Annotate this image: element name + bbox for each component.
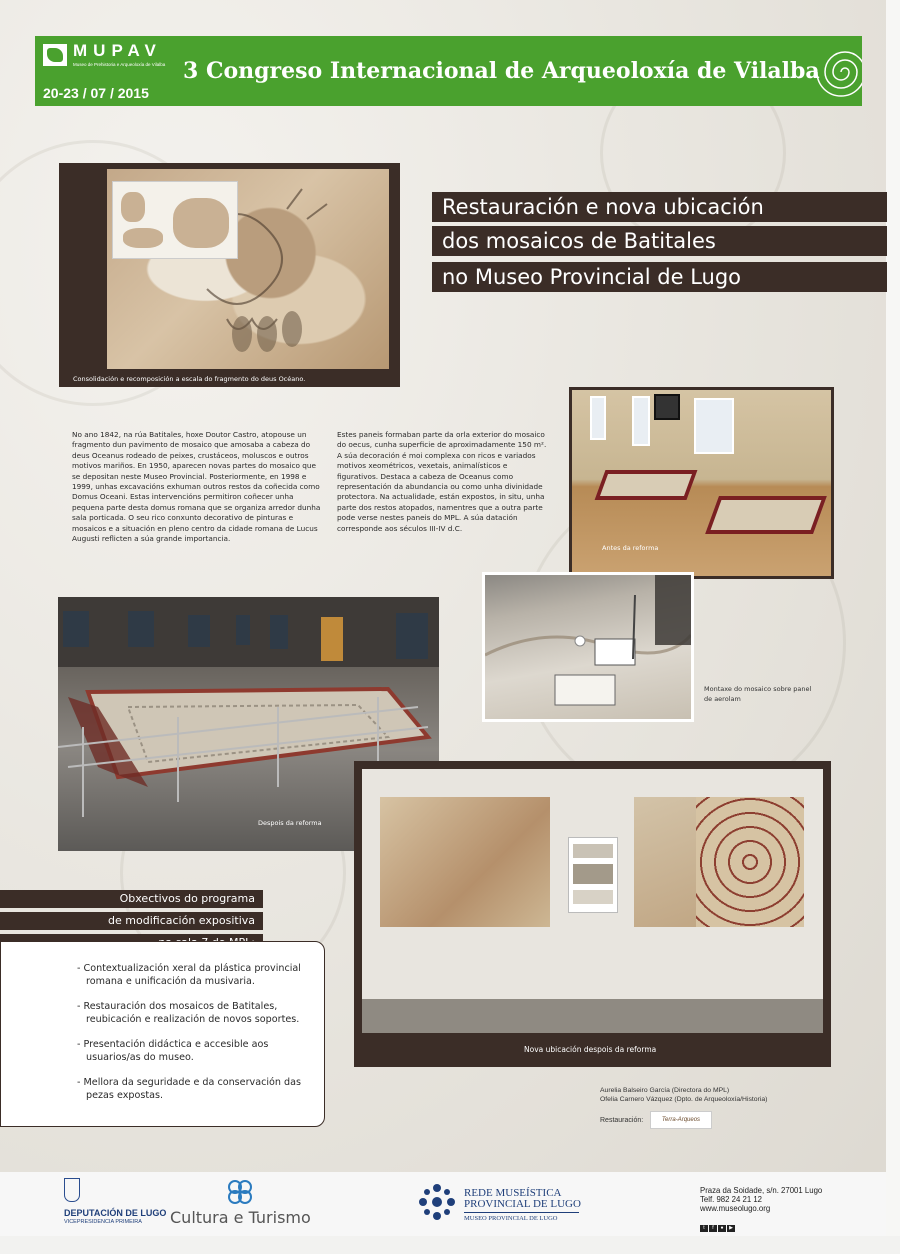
footer [0,1172,886,1236]
objective-item: - Presentación didáctica e accesible aos usuarios/as do museo. [77,1039,269,1063]
facebook-icon[interactable]: f [709,1225,717,1232]
objectives-list [1,942,324,1102]
website-link[interactable]: www.museolugo.org [700,1204,771,1213]
rede-museistica-name: REDE MUSEÍSTICA PROVINCIAL DE LUGO [464,1187,581,1210]
info-panel [568,837,618,913]
mosaic-detail-photo [59,163,400,387]
cultura-turismo-label: Cultura e Turismo [170,1208,311,1227]
museo-provincial-label: MUSEO PROVINCIAL DE LUGO [464,1215,558,1222]
credit-department: Ofelia Carnero Vázquez (Dpto. de Arqueoloxía/Historia) [600,1096,768,1103]
deputacion-crest-icon [64,1178,80,1202]
poster-title-line-2: dos mosaicos de Batitales [432,226,887,256]
after-reform-caption: Despois da reforma [258,819,322,827]
oceanus-mosaic-image [107,169,389,369]
before-reform-photo [569,387,834,579]
rede-museistica-logo-icon [417,1182,457,1222]
objectives-heading-2: de modificación expositiva [0,912,263,930]
geometric-panel [696,797,804,927]
credits [600,1086,767,1104]
conference-header [35,36,862,106]
credit-director: Aurelia Balseiro García (Directora do MPL) [600,1087,730,1094]
page-margin [886,0,900,1254]
logo-subtitle: Museo de Prehistoria e Arqueoloxía de Vilalba [73,62,166,67]
twitter-icon[interactable]: t [700,1225,708,1232]
rede-divider [464,1212,579,1213]
logo-title: MUPAV [73,41,162,60]
mosaic-inset-sketch [112,181,238,259]
oceanus-panel [380,797,550,927]
new-location-caption: Nova ubicación despois da reforma [524,1045,657,1054]
restoration-work-photo [482,572,694,722]
social-icons [700,1216,736,1234]
mosaic-detail-caption: Consolidación e recomposición a escala do fragmento do deus Océano. [73,375,306,383]
museum-room-image [572,390,831,576]
objectives-box [0,941,325,1127]
conference-date: 20-23 / 07 / 2015 [43,85,149,101]
mounting-caption: Montaxe do mosaico sobre panel de aerolam [704,685,812,703]
before-reform-caption: Antes da reforma [602,544,659,552]
deputacion-name: DEPUTACIÓN DE LUGO [64,1208,167,1218]
octopus-panel [634,797,696,927]
restoration-label: Restauración: [600,1117,644,1124]
spiral-emblem-icon [815,42,862,102]
mupav-logo-icon [43,44,67,66]
objective-item: - Restauración dos mosaicos de Batitales, reubicación e realización de novos soportes. [77,1001,300,1025]
intro-text-right: Estes paneis formaban parte da orla exterior do mosaico do oecus, cunha superficie de aproximadamente 150 m². A súa decoración é moi complexa con ricos e variados motivos xeométricos, vexetais, animalísticos e figurativos. Destaca a cabeza de Oceanus como representación da abundancia ou como unha divinidade protectora. Na actualidade, están expostos, in situ, unha parte dos restos atopados, namentres que a outra parte pode verse nestes paneis do MPL. A súa datación corresponde aos séculos III-IV d.C. [337,430,547,533]
objective-item: - Mellora da seguridade e da conservación das pezas expostas. [77,1077,301,1101]
youtube-icon[interactable]: ▶ [727,1225,735,1232]
objective-item: - Contextualización xeral da plástica provincial romana e unificación da musivaria. [77,963,301,987]
flickr-icon[interactable]: ● [718,1225,726,1232]
page-margin-bottom [0,1236,900,1254]
deputacion-subtitle: VICEPRESIDENCIA PRIMEIRA [64,1219,142,1225]
gallery-floor [362,999,823,1033]
poster-title-line-1: Restauración e nova ubicación [432,192,887,222]
objectives-heading-1: Obxectivos do programa [0,890,263,908]
new-location-photo [354,761,831,1067]
terra-arqueos-logo: Terra-Arqueos [650,1111,712,1129]
gallery-image [362,769,823,1033]
cultura-logo-icon [226,1178,254,1206]
poster-title-line-3: no Museo Provincial de Lugo [432,262,887,292]
restoration-work-image [485,575,691,719]
address: Praza da Soidade, s/n. 27001 Lugo [700,1186,823,1195]
intro-text-left: No ano 1842, na rúa Batitales, hoxe Doutor Castro, atopouse un fragmento dun pavimento de mosaico que amosaba a cabeza do deus Oceanus rodeado de peixes, crustáceos, moluscos e outros motivos mariños. En 1950, aparecen novas partes do mosaico que se depositan neste Museo Provincial. Posteriormente, en 1998 e 1999, unhas excavacións exhuman outros restos da coñecida como Domus Oceani. Estas intervencións permitiron coñecer unha pequena parte desta domus romana que se organiza arredor dunha sala porticada. O seu rico conxunto decorativo de pinturas e mosaicos e a situación en pleno centro da cidade romana de Lucus Augusti reflicten a súa grande importancia. [72,430,321,544]
conference-title: 3 Congreso Internacional de Arqueoloxía de Vilalba [183,58,820,84]
phone: Telf. 982 24 21 12 [700,1195,762,1204]
contact-info [700,1186,822,1213]
